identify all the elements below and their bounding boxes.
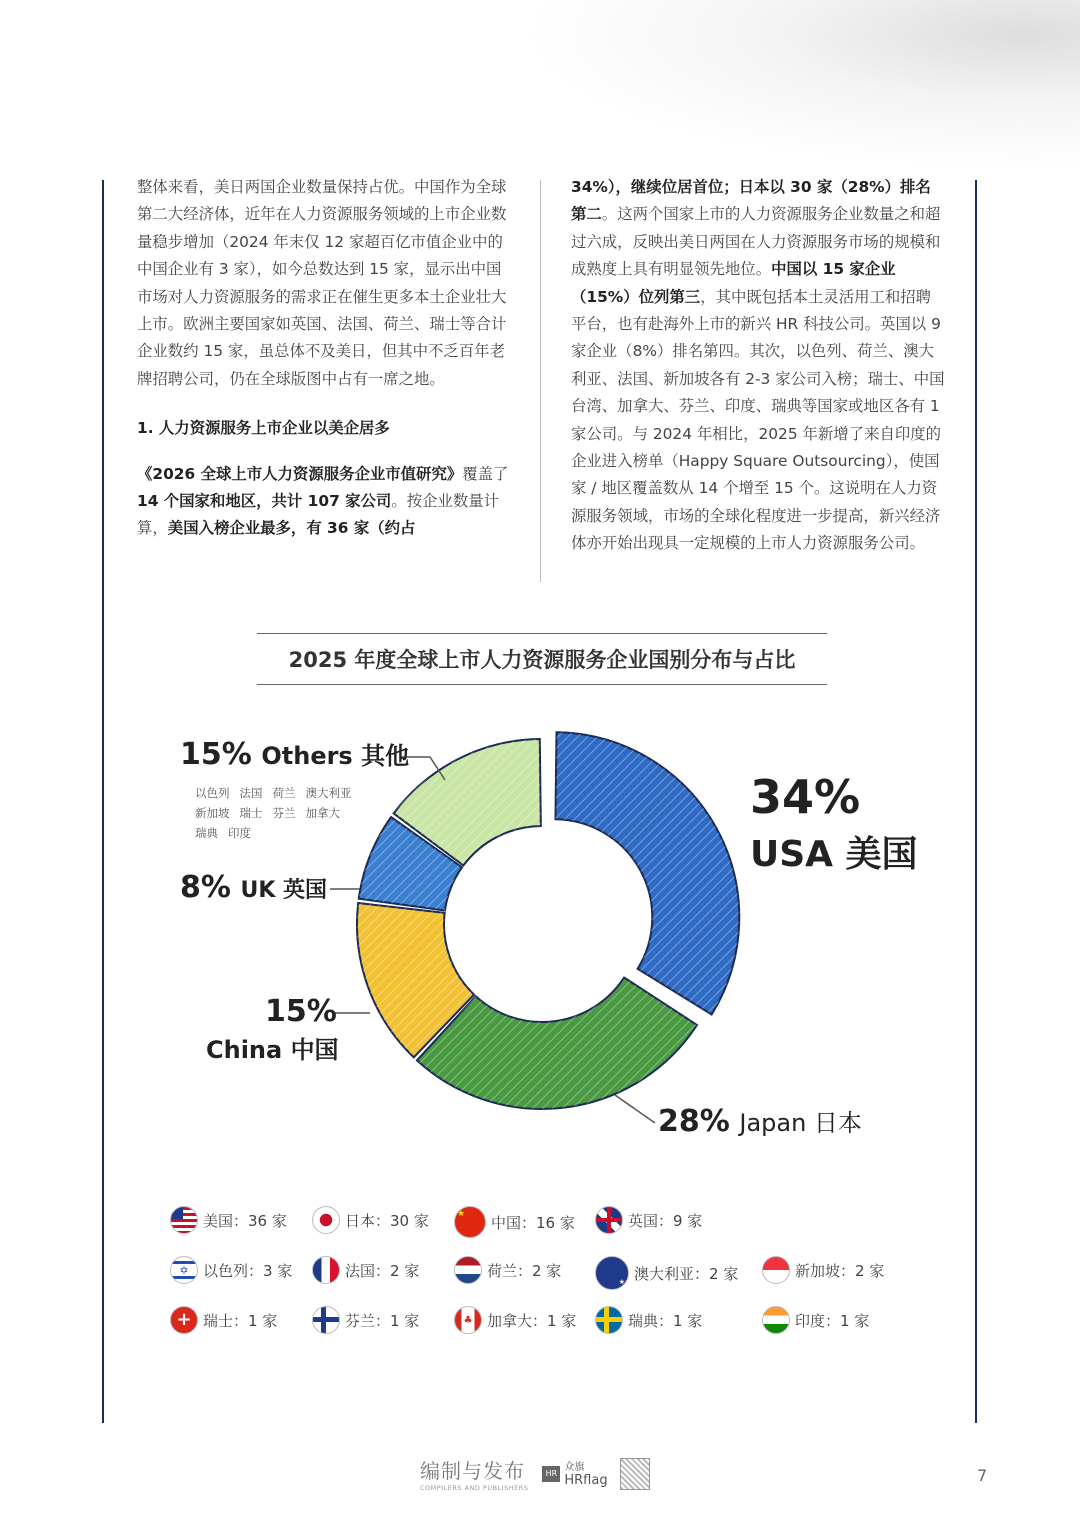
singapore-flag-icon xyxy=(762,1256,790,1284)
israel-flag-icon: ✡ xyxy=(170,1256,198,1284)
country-australia: 澳大利亚 xyxy=(305,786,352,800)
legend-item-finland xyxy=(312,1306,419,1334)
country-india: 印度 xyxy=(228,826,251,840)
leader-japan xyxy=(615,1095,655,1123)
hrflag-logo-text xyxy=(564,1461,607,1487)
donut-chart xyxy=(0,700,1080,1180)
legend-label: 荷兰：2 家 xyxy=(487,1261,562,1280)
legend-label: 加拿大：1 家 xyxy=(487,1311,577,1330)
text-span: ，其中既包括本土灵活用工和招聘平台，也有赴海外上市的新兴 HR 科技公司。英国以 9 家企业（8%）排名第四。其次，以色列、荷兰、澳大利亚、法国、新加坡各有 2-3 家公司入榜；瑞士、中国台湾、加拿大、芬兰、印度、瑞典等国家或地区各有 1 家公司。与 2024 年相比，2025 年新增了来自印度的企业进入榜单（Happy Square Outsourcing），使国家 / 地区覆盖数从 14 个增至 15 个。这说明在人力资源服务领域，市场的全球化程度进一步提高，新兴经济体亦开始出现具一定规模的上市人力资源服务公司。 xyxy=(571,287,945,553)
legend-row xyxy=(170,1206,930,1256)
logo-cn: 众旗 xyxy=(564,1461,585,1473)
france-flag-icon xyxy=(312,1256,340,1284)
netherlands-flag-icon xyxy=(454,1256,482,1284)
others-country-list xyxy=(195,783,362,843)
right-paragraph xyxy=(571,174,945,558)
footer xyxy=(420,1455,650,1492)
legend-item-france xyxy=(312,1256,419,1284)
text-span: 。按企业数量计算， xyxy=(137,492,500,538)
legend-label: 法国：2 家 xyxy=(345,1261,420,1280)
slice-hatch xyxy=(555,732,739,1014)
left-paragraph-1: 整体来看，美日两国企业数量保持占优。中国作为全球第二大经济体，近年在人力资源服务领域的上市企业数量稳步增加（2024 年末仅 12 家超百亿市值企业中的中国企业有 3 家），如今总数达到 15 家，显示出中国市场对人力资源服务的需求正在催生更多本土企业壮大上市。欧洲主要国家如英国、法国、荷兰、瑞士等合计企业数约 15 家，虽总体不及美日，但其中不乏百年老牌招聘公司，仍在全球版图中占有一席之地。 xyxy=(137,178,507,388)
chart-title-box xyxy=(257,633,827,685)
country-canada: 加拿大 xyxy=(305,806,340,820)
legend-item-canada xyxy=(454,1306,576,1334)
legend-item-australia xyxy=(595,1256,738,1290)
india-flag-icon xyxy=(762,1306,790,1334)
japan-pct: 28% xyxy=(658,1104,730,1139)
legend-item-sweden xyxy=(595,1306,702,1334)
left-paragraph-2 xyxy=(137,461,510,543)
legend-label: 印度：1 家 xyxy=(795,1311,870,1330)
australia-flag-icon: ★ xyxy=(595,1256,629,1290)
japan-name: Japan 日本 xyxy=(739,1109,862,1137)
legend-label: 芬兰：1 家 xyxy=(345,1311,420,1330)
uk-label xyxy=(180,870,327,905)
legend-item-uk xyxy=(595,1206,702,1234)
legend-item-switzerland xyxy=(170,1306,277,1334)
uk-pct: 8% xyxy=(180,870,231,905)
japan-flag-icon xyxy=(312,1206,340,1234)
uk-name: UK 英国 xyxy=(240,878,328,903)
publisher-subtitle: COMPILERS AND PUBLISHERS xyxy=(420,1484,529,1492)
right-column xyxy=(571,174,945,558)
sweden-flag-icon xyxy=(595,1306,623,1334)
coverage-text: 14 个国家和地区，共计 107 家公司 xyxy=(137,492,392,511)
china-pct-label: 15% xyxy=(265,994,337,1029)
legend-row xyxy=(170,1306,930,1356)
hrflag-logo-icon: HR xyxy=(542,1466,560,1482)
switzerland-flag-icon: + xyxy=(170,1306,198,1334)
page-number: 7 xyxy=(977,1466,988,1485)
corner-texture xyxy=(520,0,1080,170)
legend-item-china xyxy=(454,1206,575,1238)
others-pct: 15% xyxy=(180,737,252,772)
publisher-block xyxy=(420,1455,528,1492)
legend-label: 中国：16 家 xyxy=(491,1213,575,1232)
text-span: 。这两个国家上市的人力资源服务企业数量之和超过六成，反映出美日两国在人力资源服务市场的规模和成熟度上具有明显领先地位。 xyxy=(571,205,941,279)
china-name-label: China 中国 xyxy=(206,1036,339,1064)
rank-text: 34%），继续位居首位；日本以 30 家（28%）排名第二 xyxy=(571,178,931,224)
country-legend xyxy=(170,1206,930,1356)
country-sweden: 瑞典 xyxy=(195,826,218,840)
legend-label: 瑞典：1 家 xyxy=(628,1311,703,1330)
country-israel: 以色列 xyxy=(195,786,230,800)
usa-pct-label: 34% xyxy=(750,770,861,824)
publisher-title: 编制与发布 xyxy=(420,1459,525,1483)
legend-label: 日本：30 家 xyxy=(345,1211,429,1230)
others-name: Others 其他 xyxy=(261,742,410,770)
china-flag-icon: ★ xyxy=(454,1206,486,1238)
qr-code-icon xyxy=(620,1458,650,1490)
text-span: 覆盖了 xyxy=(462,464,509,483)
legend-label: 澳大利亚：2 家 xyxy=(634,1264,739,1283)
legend-item-netherlands xyxy=(454,1256,561,1284)
others-label xyxy=(180,736,409,772)
legend-label: 英国：9 家 xyxy=(628,1211,703,1230)
section-heading: 1. 人力资源服务上市企业以美企居多 xyxy=(137,419,390,438)
legend-row xyxy=(170,1256,930,1306)
legend-label: 美国：36 家 xyxy=(203,1211,287,1230)
country-finland: 芬兰 xyxy=(272,806,296,820)
column-divider xyxy=(540,180,541,582)
legend-item-israel xyxy=(170,1256,292,1284)
usa-text: 美国入榜企业最多，有 36 家（约占 xyxy=(167,519,416,538)
country-switzerland: 瑞士 xyxy=(239,806,263,820)
legend-label: 以色列：3 家 xyxy=(203,1261,293,1280)
canada-flag-icon: ♣ xyxy=(454,1306,482,1334)
study-title: 《2026 全球上市人力资源服务企业市值研究》 xyxy=(137,464,463,483)
japan-label xyxy=(658,1103,862,1139)
chart-title: 2025 年度全球上市人力资源服务企业国别分布与占比 xyxy=(288,648,796,672)
country-netherlands: 荷兰 xyxy=(272,786,296,800)
country-france: 法国 xyxy=(239,786,263,800)
legend-item-india xyxy=(762,1306,869,1334)
china-rank-text: 中国以 15 家企业（15%）位列第三 xyxy=(571,260,896,306)
finland-flag-icon xyxy=(312,1306,340,1334)
legend-item-usa xyxy=(170,1206,287,1234)
logo-en: HRflag xyxy=(564,1472,608,1488)
left-column xyxy=(137,174,510,543)
legend-label: 新加坡：2 家 xyxy=(795,1261,885,1280)
usa-name-label: USA 美国 xyxy=(750,834,918,875)
legend-label: 瑞士：1 家 xyxy=(203,1311,278,1330)
legend-item-japan xyxy=(312,1206,429,1234)
country-singapore: 新加坡 xyxy=(195,806,230,820)
legend-item-singapore xyxy=(762,1256,884,1284)
uk-flag-icon xyxy=(595,1206,623,1234)
us-flag-icon xyxy=(170,1206,198,1234)
